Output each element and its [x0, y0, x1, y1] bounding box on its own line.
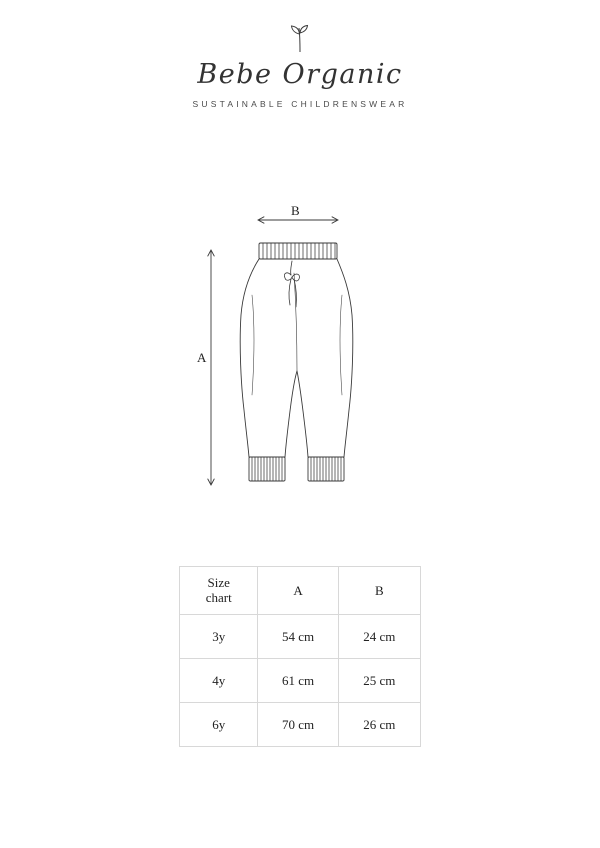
table-header-row: [180, 567, 421, 615]
row-size: 3y: [180, 615, 258, 659]
dimension-label-b: B: [291, 203, 300, 218]
brand-tagline: SUSTAINABLE CHILDRENSWEAR: [192, 98, 408, 109]
table-row: [180, 659, 421, 703]
brand-header: [0, 22, 600, 109]
row-size: 4y: [180, 659, 258, 703]
dimension-label-a: A: [197, 350, 207, 365]
column-header-a: A: [258, 567, 338, 615]
row-size: 6y: [180, 703, 258, 747]
size-chart-header-line2: chart: [205, 589, 232, 605]
table-row: [180, 703, 421, 747]
row-measure-a: 61 cm: [258, 659, 338, 703]
column-header-b: B: [338, 567, 420, 615]
product-illustration: [0, 195, 600, 515]
table-row: [180, 615, 421, 659]
size-chart-header-label: [180, 567, 258, 615]
trouser-body: [240, 259, 353, 457]
size-chart-header-line1: Size: [207, 574, 230, 590]
row-measure-a: 54 cm: [258, 615, 338, 659]
row-measure-b: 24 cm: [338, 615, 420, 659]
size-chart-table: [179, 566, 421, 747]
row-measure-b: 25 cm: [338, 659, 420, 703]
leaf-sprig-icon: [283, 22, 317, 54]
row-measure-a: 70 cm: [258, 703, 338, 747]
brand-name: Bebe Organic: [197, 59, 403, 90]
row-measure-b: 26 cm: [338, 703, 420, 747]
trousers-line-art: [0, 195, 600, 515]
